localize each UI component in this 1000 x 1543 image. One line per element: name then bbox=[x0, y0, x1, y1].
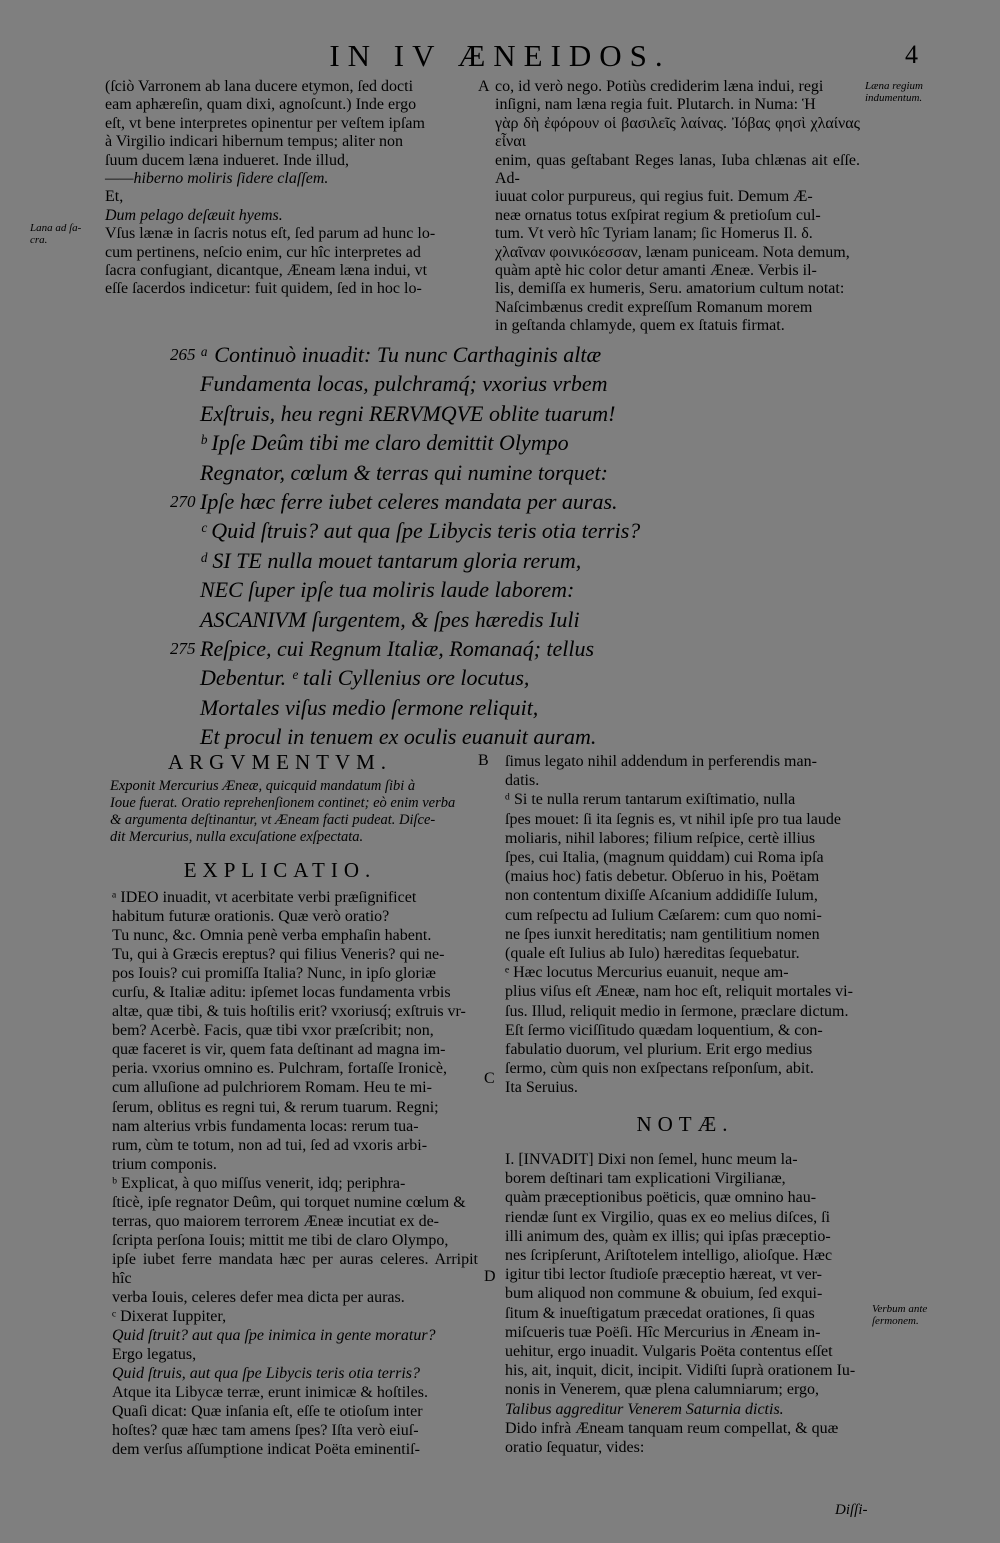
text-line: quàm præceptionibus poëticis, quæ omnino hau- bbox=[505, 1189, 817, 1207]
text-line: miſcueris tuæ Poëſi. Hîc Mercurius in Æneam in- bbox=[505, 1323, 821, 1341]
text-line: Talibus aggreditur Venerem Saturnia dictis. bbox=[505, 1400, 784, 1418]
verse-text: Et procul in tenuem ex oculis euanuit auram. bbox=[200, 724, 597, 750]
verse-text: Mortales viſus medio ſermone reliquit, bbox=[200, 694, 539, 720]
margin-note-lana-ad-sacra: Lana ad ſa- cra. bbox=[30, 222, 82, 246]
top-right-column bbox=[495, 78, 860, 336]
text-line: non contentum dixiſſe Aſcanium addidiſſe Iulum, bbox=[505, 887, 818, 905]
verse-number: 265 bbox=[170, 345, 196, 364]
text-line: Quaſi dicat: Quæ inſania eſt, eſſe te otioſum inter bbox=[112, 1403, 423, 1421]
text-line: χλαῖναν φοινικόεσσαν, lænam puniceam. Nota demum, bbox=[495, 243, 850, 261]
text-line: quæ faceret is vir, quem fata deſtinant ad magna im- bbox=[112, 1041, 446, 1059]
text-line: Tu, qui à Græcis ereptus? qui filius Veneris? qui ne- bbox=[112, 946, 445, 964]
text-line: à Virgilio indicari hibernum tempus; aliter non bbox=[105, 133, 403, 151]
text-line: nam alterius vrbis fundamenta locas: rerum tua- bbox=[112, 1117, 419, 1135]
verse-line bbox=[200, 399, 720, 428]
text-line: uehitur, ergo inuadit. Vulgaris Poëta contentus eſſet bbox=[505, 1343, 833, 1361]
section-letter-c: C bbox=[484, 1070, 495, 1087]
argumentum-line: Ioue fuerat. Oratio reprehenſionem continet; eò enim verba bbox=[110, 795, 456, 811]
verse-line bbox=[200, 605, 720, 634]
verse-block bbox=[170, 340, 720, 752]
verse-text: NEC ſuper ipſe tua moliris laude laborem: bbox=[200, 577, 575, 603]
verse-text: ASCANIVM ſurgentem, & ſpes hæredis Iuli bbox=[200, 606, 580, 632]
verse-text: ᵃ Continuò inuadit: Tu nunc Carthaginis altæ bbox=[200, 342, 602, 367]
text-line: Naſcimbænus credit expreſſum Romanum morem bbox=[495, 298, 813, 316]
text-line: (maius hoc) fatis debetur. Obſeruo in his, Poëtam bbox=[505, 868, 820, 886]
text-line: ſticè, ipſe regnator Deûm, qui torquet numine cœlum & bbox=[112, 1193, 466, 1211]
text-line: moliaris, nihil labores; filium reſpice, certè illius bbox=[505, 829, 816, 847]
text-line: Ita Seruius. bbox=[505, 1079, 578, 1097]
text-line: riendæ ſunt ex Virgilio, quas ex eo melius diſces, ſi bbox=[505, 1208, 831, 1226]
verse-text: Reſpice, cui Regnum Italiæ, Romanaq́; tellus bbox=[200, 636, 595, 662]
text-line: igitur tibi lector ſtudioſe præceptio hæreat, vt ver- bbox=[505, 1266, 822, 1284]
text-line: Dum pelago deſæuit hyems. bbox=[105, 206, 283, 224]
verse-line bbox=[200, 575, 720, 604]
text-line: (quale eſt Iulius ab Iulo) hæreditas ſequebatur. bbox=[505, 945, 800, 963]
text-line: bem? Acerbè. Facis, quæ tibi vxor præſcribit; non, bbox=[112, 1022, 434, 1040]
text-line: ſermo, cùm quis non exſpectans reſponſum, abit. bbox=[505, 1060, 814, 1078]
verse-line bbox=[200, 428, 720, 457]
text-line: Vſus lænæ in ſacris notus eſt, ſed parum ad hunc lo- bbox=[105, 225, 436, 243]
text-line: ᶜ Dixerat Iuppiter, bbox=[112, 1308, 227, 1326]
verse-line bbox=[170, 634, 720, 663]
verse-line bbox=[200, 369, 720, 398]
text-line: co, id verò nego. Potiùs crediderim læna indui, regi bbox=[495, 78, 824, 95]
text-line: iuuat color purpureus, qui regius fuit. Demum Æ- bbox=[495, 188, 813, 206]
text-line: ſacra confugiant, dicantque, Æneam læna indui, vt bbox=[105, 262, 428, 280]
text-line: ſitum & inueſtigatum præcedat orationes, ſi quas bbox=[505, 1304, 815, 1322]
text-line: in geſtanda chlamyde, quem ex ſtatuis firmat. bbox=[495, 317, 785, 335]
text-line: I. [INVADIT] Dixi non ſemel, hunc meum la- bbox=[505, 1151, 798, 1168]
text-line: ᵈ Si te nulla rerum tantarum exiſtimatio, nulla bbox=[505, 791, 796, 809]
verse-number: 270 bbox=[170, 492, 196, 512]
text-line: Eſt ſermo viciſſitudo quædam loquentium, & con- bbox=[505, 1021, 823, 1039]
verse-text: Ipſe hæc ferre iubet celeres mandata per auras. bbox=[200, 489, 618, 515]
text-line: Tu nunc, &c. Omnia penè verba emphaſin habent. bbox=[112, 927, 432, 945]
text-line: quàm aptè hic color detur amanti Æneæ. Verbis il- bbox=[495, 262, 817, 280]
text-line: ſpes, cui Italia, (magnum quiddam) cui Roma ipſa bbox=[505, 849, 824, 867]
text-line: hoſtes? quæ hæc tam amens ſpes? Iſta verò eiuſ- bbox=[112, 1422, 419, 1440]
text-line: γὰρ δὴ ἐφόρουν οἱ βασιλεῖς λαίνας. Ἰόβας φησὶ χλαίνας εἶναι bbox=[495, 114, 860, 151]
text-line: ᵉ Hæc locutus Mercurius euanuit, neque am- bbox=[505, 964, 789, 982]
text-line: ſuum ducem læna indueret. Inde illud, bbox=[105, 151, 349, 169]
argumentum-line: Exponit Mercurius Æneæ, quicquid mandatum ſibi à bbox=[110, 778, 416, 794]
text-line: Quid ſtruis, aut qua ſpe Libycis teris otia terris? bbox=[112, 1365, 421, 1383]
verse-text: Regnator, cœlum & terras qui numine torquet: bbox=[200, 459, 608, 485]
text-line: Ergo legatus, bbox=[112, 1346, 197, 1364]
text-line: ᵇ Explicat, à quo miſſus venerit, idq; periphra- bbox=[112, 1174, 406, 1192]
text-line: pos Iouis? cui promiſſa Italia? Nunc, in ipſo gloriæ bbox=[112, 965, 436, 983]
text-line: dem verſus aſſumptione indicat Poëta eminentiſ- bbox=[112, 1441, 420, 1459]
text-line: bum aliquod non commune & obuium, ſed exqui- bbox=[505, 1285, 823, 1303]
text-line: rum, cùm te totum, non ad tui, ſed ad vxoris arbi- bbox=[112, 1136, 428, 1154]
text-line: illi animum des, quàm ex illis; qui ipſas præceptio- bbox=[505, 1227, 831, 1245]
explicatio-right-column bbox=[505, 752, 865, 1098]
text-line: Dido infrà Æneam tanquam reum compellat, & quæ bbox=[505, 1419, 839, 1437]
text-line: borem deſtinari tam explicationi Virgilianæ, bbox=[505, 1170, 786, 1188]
argumentum-text bbox=[110, 778, 478, 846]
text-line: trium componis. bbox=[112, 1155, 217, 1173]
text-line: (ſciò Varronem ab lana ducere etymon, ſed docti bbox=[105, 78, 414, 95]
text-line: fabulatio duorum, vel plurium. Erit ergo medius bbox=[505, 1041, 813, 1059]
text-line: eſſe ſacerdos indicetur: fuit quidem, ſed in hoc lo- bbox=[105, 280, 422, 298]
text-line: ne ſpes iunxit hereditatis; nam gentilitium nomen bbox=[505, 925, 820, 943]
text-line: ſpes mouet: ſi ita ſegnis es, vt nihil ipſe pro tua laude bbox=[505, 810, 841, 828]
text-line: enim, quas geſtabant Reges lanas, Iuba chlænas ait eſſe. Ad- bbox=[495, 151, 860, 188]
text-line: Quid ſtruit? aut qua ſpe inimica in gente moratur? bbox=[112, 1327, 436, 1345]
text-line: nonis in Venerem, quæ plena calumniarum; ergo, bbox=[505, 1381, 820, 1399]
catchword: Diſſi- bbox=[835, 1502, 868, 1518]
section-letter-b: B bbox=[478, 752, 489, 769]
section-letter-a: A bbox=[478, 78, 490, 95]
verse-text: Debentur. ᵉ tali Cyllenius ore locutus, bbox=[200, 665, 530, 691]
argumentum-title: ARGVMENTVM. bbox=[167, 750, 393, 774]
text-line: ——hiberno moliris ſidere claſſem. bbox=[105, 170, 329, 188]
text-line: ſcripta perſona Iouis; mittit me tibi de claro Olympo, bbox=[112, 1231, 449, 1249]
text-line: nes ſcripſerunt, Ariſtotelem intelligo, alioſque. Hæc bbox=[505, 1247, 833, 1265]
text-line: ſus. Illud, reliquit medio in ſermone, præclare dictum. bbox=[505, 1002, 849, 1020]
text-line: curſu, & Italiæ aditu: ipſemet locas fundamenta vrbis bbox=[112, 984, 451, 1002]
text-line: verba Iouis, celeres defer mea dicta per auras. bbox=[112, 1288, 405, 1306]
explicatio-left-column bbox=[112, 888, 478, 1459]
explicatio-title: EXPLICATIO. bbox=[183, 858, 377, 882]
text-line: eſt, vt bene interpretes opinentur per veſtem ipſam bbox=[105, 114, 425, 132]
text-line: datis. bbox=[505, 772, 540, 790]
text-line: oratio ſequatur, vides: bbox=[505, 1439, 645, 1457]
text-line: cum alluſione ad pulchriorem Romam. Heu te mi- bbox=[112, 1079, 432, 1097]
section-letter-d: D bbox=[484, 1268, 496, 1285]
text-line: his, ait, inquit, dicit, incipit. Vidiſti ſuprà orationem Iu- bbox=[505, 1362, 856, 1380]
top-left-column bbox=[105, 78, 475, 299]
argumentum-line: & argumenta deſtinantur, vt Æneam facti pudeat. Diſce- bbox=[110, 812, 436, 828]
text-line: cum pertinens, neſcio enim, cur hîc interpretes ad bbox=[105, 243, 421, 261]
verse-line bbox=[200, 663, 720, 692]
text-line: cum reſpectu ad Iulium Cæſarem: cum quo nomi- bbox=[505, 906, 822, 924]
text-line: eam aphæreſin, quam dixi, agnoſcunt.) Inde ergo bbox=[105, 96, 417, 114]
notae-title: NOTÆ. bbox=[636, 1112, 734, 1136]
text-line: ſerum, oblitus es regni tui, & rerum tuarum. Regni; bbox=[112, 1098, 439, 1116]
verse-text: ᵈ SI TE nulla mouet tantarum gloria rerum, bbox=[200, 547, 582, 573]
verse-line bbox=[200, 458, 720, 487]
text-line: neæ ornatus totus exſpirat regium & pretioſum cul- bbox=[495, 206, 821, 224]
verse-line bbox=[200, 546, 720, 575]
verse-line bbox=[200, 722, 720, 751]
text-line: lis, demiſſa ex humeris, Seru. amatorium cultum notat: bbox=[495, 280, 845, 298]
text-line: ᵃ IDEO inuadit, vt acerbitate verbi præſignificet bbox=[112, 889, 417, 906]
verse-line bbox=[170, 487, 720, 516]
text-line: peria. vxorius omnino es. Pulchram, fortaſſe Ironicè, bbox=[112, 1060, 448, 1078]
text-line: inſigni, nam læna regia fuit. Plutarch. in Numa: Ἡ bbox=[495, 96, 816, 114]
text-line: habitum futuræ orationis. Quæ verò oratio? bbox=[112, 908, 390, 926]
text-line: ſimus legato nihil addendum in perferendis man- bbox=[505, 753, 817, 770]
margin-note-verbum-ante-sermonem: Verbum ante ſermonem. bbox=[872, 1303, 928, 1327]
verse-text: Exſtruis, heu regni RERVMQVE oblite tuarum! bbox=[200, 400, 616, 426]
verse-line bbox=[200, 516, 720, 545]
margin-note-laena-regium: Læna regium indumentum. bbox=[865, 80, 923, 104]
page-number: 4 bbox=[905, 40, 918, 69]
verse-line bbox=[200, 693, 720, 722]
text-line: ipſe iubet ferre mandata hæc per auras celeres. Arripit hîc bbox=[112, 1250, 478, 1287]
verse-text: Fundamenta locas, pulchramq́; vxorius vrbem bbox=[200, 371, 608, 397]
argumentum-line: dit Mercurius, nulla excuſatione exſpectata. bbox=[110, 829, 364, 845]
running-head: IN IV ÆNEIDOS. bbox=[329, 38, 671, 73]
verse-text: ᶜ Quid ſtruis? aut qua ſpe Libycis teris otia terris? bbox=[200, 518, 641, 544]
text-line: altæ, quæ tibi, & tuis hoſtilis erit? vxoriusq́; exſtruis vr- bbox=[112, 1003, 466, 1021]
text-line: Atque ita Libycæ terræ, erunt inimicæ & hoſtiles. bbox=[112, 1384, 428, 1402]
verse-number: 275 bbox=[170, 639, 196, 659]
text-line: terras, quo maiorem terrorem Æneæ incutiat ex de- bbox=[112, 1212, 439, 1230]
text-line: plius viſus eſt Æneæ, nam hoc eſt, reliquit mortales vi- bbox=[505, 983, 853, 1001]
verse-text: ᵇ Ipſe Deûm tibi me claro demittit Olympo bbox=[200, 430, 569, 456]
verse-line bbox=[170, 340, 720, 369]
notae-column bbox=[505, 1150, 865, 1457]
text-line: tum. Vt verò hîc Tyriam lanam; ſic Homerus Il. δ. bbox=[495, 225, 813, 243]
text-line: Et, bbox=[105, 188, 124, 206]
